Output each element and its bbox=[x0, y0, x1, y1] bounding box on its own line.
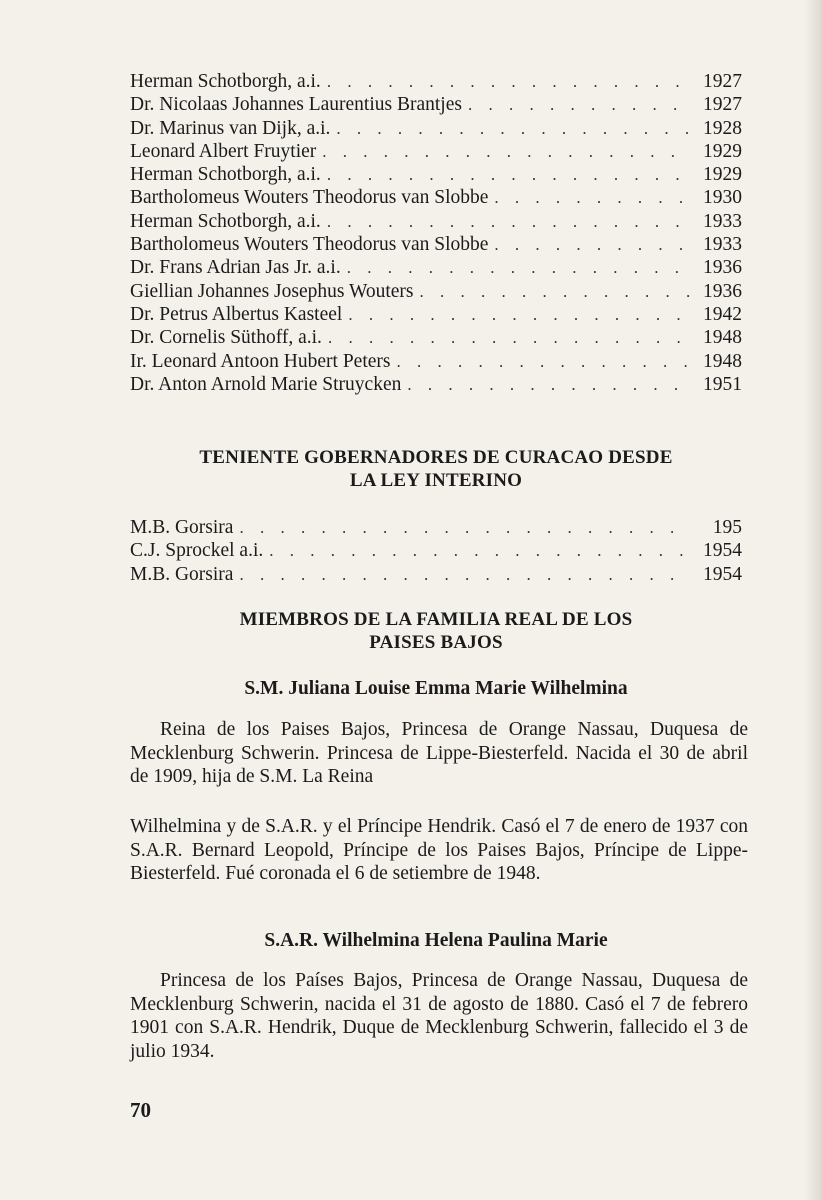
governor-year: 1951 bbox=[703, 373, 742, 395]
governor-year: 1928 bbox=[703, 117, 742, 139]
dot-leader bbox=[494, 233, 690, 256]
list-item bbox=[130, 140, 742, 163]
governor-year: 1948 bbox=[703, 350, 742, 372]
governor-year: 1929 bbox=[703, 140, 742, 162]
dot-leader bbox=[327, 70, 690, 93]
list-item bbox=[130, 117, 742, 140]
governor-year: 1942 bbox=[703, 303, 742, 325]
dot-leader bbox=[336, 117, 690, 140]
governor-name: Bartholomeus Wouters Theodorus van Slobbe bbox=[130, 234, 489, 256]
list-item bbox=[130, 303, 742, 326]
lt-governor-year: 195 bbox=[712, 517, 742, 538]
list-item bbox=[130, 516, 742, 539]
governor-name: Leonard Albert Fruytier bbox=[130, 140, 317, 162]
list-item bbox=[130, 350, 742, 373]
person-name-juliana: S.M. Juliana Louise Emma Marie Wilhelmina bbox=[244, 678, 628, 699]
list-item bbox=[130, 93, 742, 116]
governor-name: Dr. Marinus van Dijk, a.i. bbox=[130, 117, 331, 139]
paragraph: Wilhelmina y de S.A.R. y el Príncipe Hendrik. Casó el 7 de enero de 1937 con S.A.R. Bernard Leopold, Príncipe de los Paises Bajos, Príncipe de Lippe-Biesterfeld. Fué coronada el 6 de setiembre de 1948. bbox=[130, 816, 748, 884]
governor-name: Dr. Anton Arnold Marie Struycken bbox=[130, 373, 402, 395]
list-item bbox=[130, 210, 742, 233]
paragraph: Reina de los Paises Bajos, Princesa de Orange Nassau, Duquesa de Mecklenburg Schwerin. Princesa de Lippe-Biesterfeld. Nacida el 30 de abril de 1909, hija de S.M. La Reina bbox=[130, 719, 748, 787]
dot-leader bbox=[348, 303, 690, 326]
governor-year: 1936 bbox=[703, 280, 742, 302]
governor-name: Bartholomeus Wouters Theodorus van Slobbe bbox=[130, 187, 489, 209]
governor-name: Herman Schotborgh, a.i. bbox=[130, 164, 321, 186]
list-item bbox=[130, 186, 742, 209]
governor-year: 1936 bbox=[703, 257, 742, 279]
dot-leader bbox=[347, 256, 690, 279]
heading-line: PAISES BAJOS bbox=[369, 632, 503, 653]
governor-year: 1933 bbox=[703, 210, 742, 232]
governor-year: 1933 bbox=[703, 234, 742, 256]
governor-year: 1930 bbox=[703, 187, 742, 209]
list-item bbox=[130, 70, 742, 93]
dot-leader bbox=[269, 539, 690, 562]
list-item bbox=[130, 163, 742, 186]
dot-leader bbox=[468, 93, 690, 116]
dot-leader bbox=[396, 350, 690, 373]
lt-governor-name: M.B. Gorsira bbox=[130, 517, 234, 538]
page-edge-shadow bbox=[804, 0, 822, 1200]
list-item bbox=[130, 373, 742, 396]
lt-governor-year: 1954 bbox=[703, 563, 742, 585]
heading-line: MIEMBROS DE LA FAMILIA REAL DE LOS bbox=[239, 609, 633, 630]
paragraph: Princesa de los Países Bajos, Princesa de Orange Nassau, Duquesa de Mecklenburg Schwerin, nacida el 31 de agosto de 1880. Casó el 7 de febrero 1901 con S.A.R. Hendrik, Duque de Mecklenburg Schwerin, fallecido el 3 de julio 1934. bbox=[130, 970, 748, 1062]
governor-year: 1948 bbox=[703, 327, 742, 349]
governor-name: Herman Schotborgh, a.i. bbox=[130, 210, 321, 232]
governor-name: Dr. Petrus Albertus Kasteel bbox=[130, 303, 343, 325]
dot-leader bbox=[420, 280, 691, 303]
lt-governor-name: M.B. Gorsira bbox=[130, 563, 234, 585]
governor-name: Dr. Cornelis Süthoff, a.i. bbox=[130, 327, 322, 349]
governor-name: Dr. Frans Adrian Jas Jr. a.i. bbox=[130, 257, 341, 279]
page-number: 70 bbox=[130, 1098, 151, 1122]
governor-name: Dr. Nicolaas Johannes Laurentius Brantjes bbox=[130, 94, 462, 116]
person-name-wilhelmina: S.A.R. Wilhelmina Helena Paulina Marie bbox=[264, 930, 608, 951]
list-item bbox=[130, 563, 742, 586]
dot-leader bbox=[239, 563, 690, 586]
dot-leader bbox=[407, 373, 690, 396]
dot-leader bbox=[494, 186, 690, 209]
governor-year: 1927 bbox=[703, 94, 742, 116]
dot-leader bbox=[327, 210, 690, 233]
heading-line: TENIENTE GOBERNADORES DE CURACAO DESDE bbox=[199, 447, 673, 468]
governor-name: Herman Schotborgh, a.i. bbox=[130, 71, 321, 92]
heading-line: LA LEY INTERINO bbox=[349, 470, 523, 491]
list-item bbox=[130, 256, 742, 279]
lt-governors-list bbox=[130, 516, 742, 586]
list-item bbox=[130, 539, 742, 562]
dot-leader bbox=[328, 326, 690, 349]
list-item bbox=[130, 233, 742, 256]
list-item bbox=[130, 280, 742, 303]
list-item bbox=[130, 326, 742, 349]
dot-leader bbox=[322, 140, 690, 163]
governor-name: Giellian Johannes Josephus Wouters bbox=[130, 280, 414, 302]
lt-governor-name: C.J. Sprockel a.i. bbox=[130, 540, 264, 562]
section-heading-royal-family bbox=[130, 608, 742, 654]
governors-list bbox=[130, 70, 742, 396]
dot-leader bbox=[327, 163, 690, 186]
dot-leader bbox=[239, 516, 690, 539]
governor-year: 1927 bbox=[703, 71, 742, 92]
governor-name: Ir. Leonard Antoon Hubert Peters bbox=[130, 350, 391, 372]
section-heading-lt-governors bbox=[130, 446, 742, 492]
governor-year: 1929 bbox=[703, 164, 742, 186]
lt-governor-year: 1954 bbox=[703, 540, 742, 562]
